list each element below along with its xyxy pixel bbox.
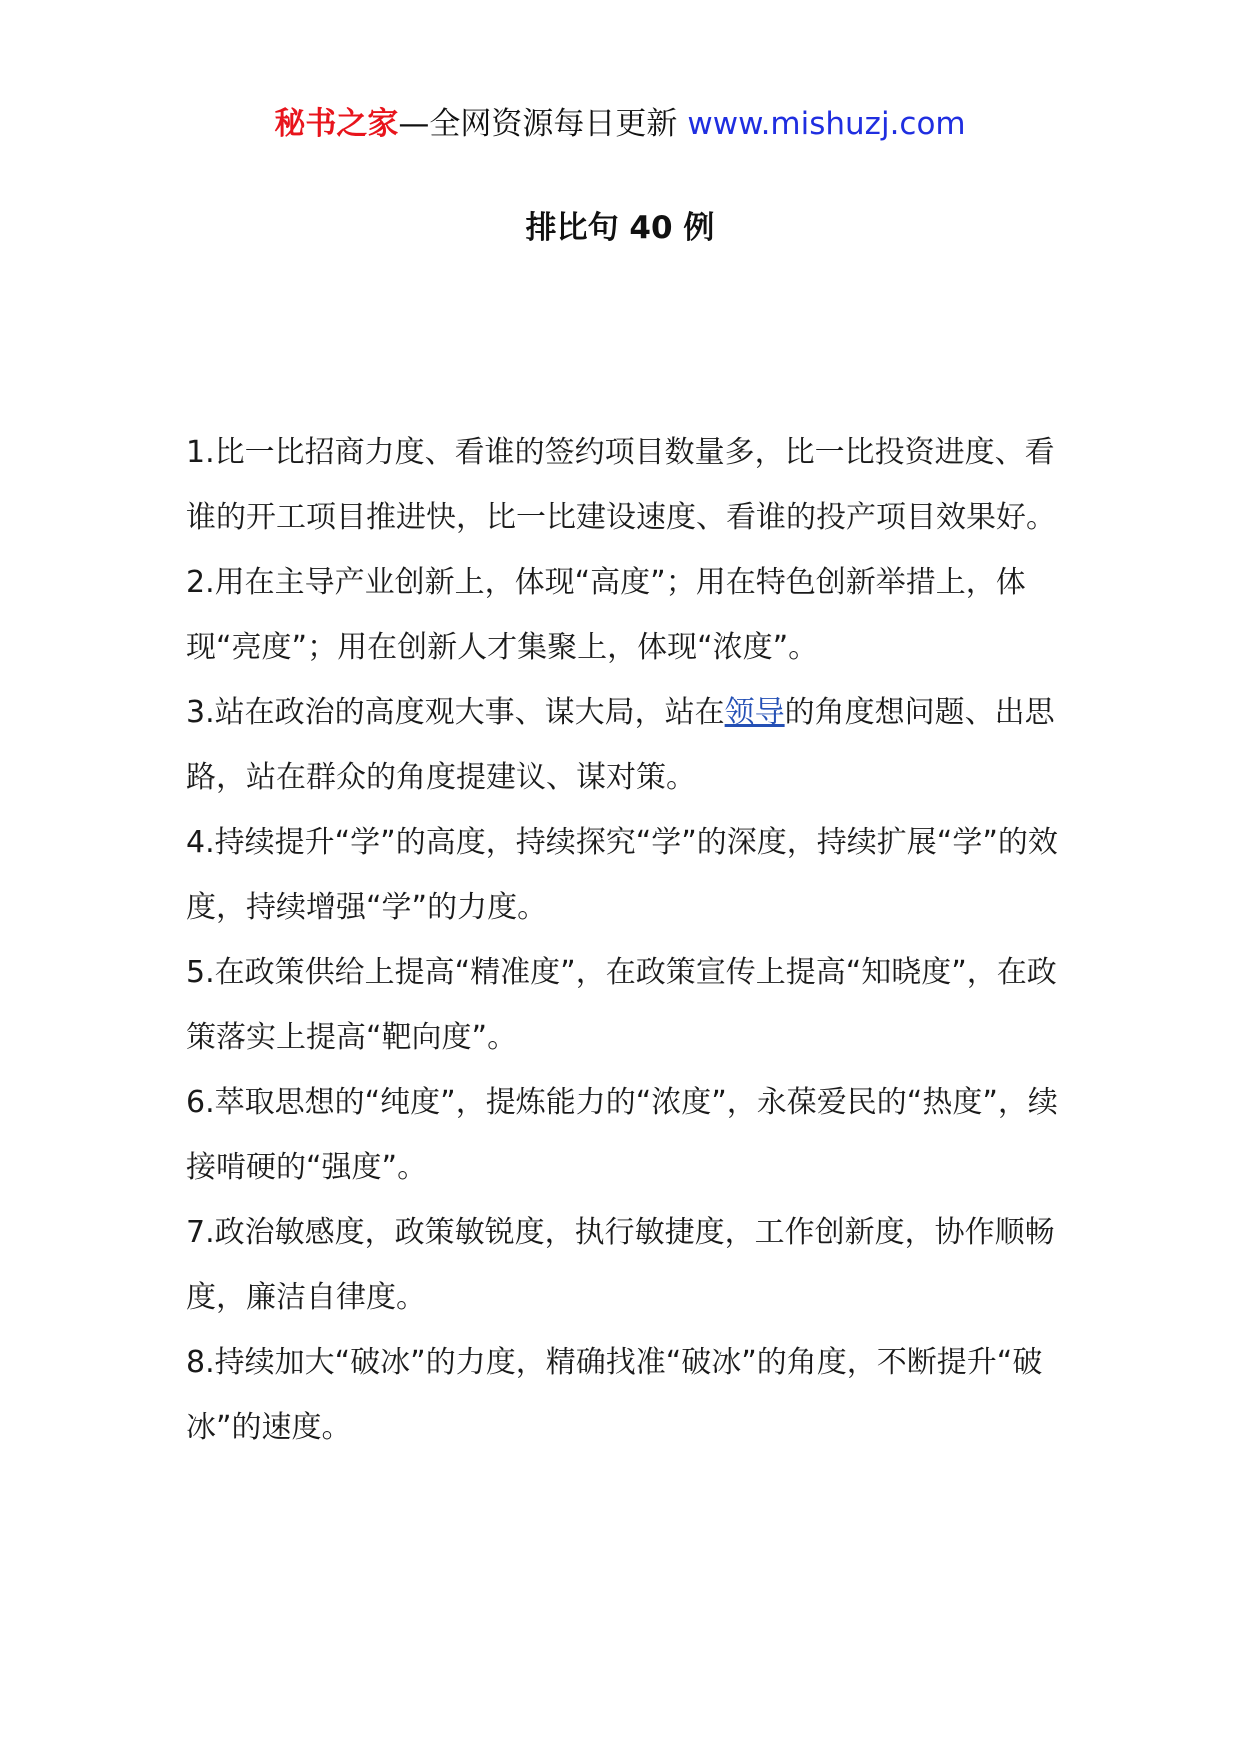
paragraph-8: 8.持续加大“破冰”的力度，精确找准“破冰”的角度，不断提升“破冰”的速度。: [186, 1345, 1043, 1445]
paragraph-4: 4.持续提升“学”的高度，持续探究“学”的深度，持续扩展“学”的效度，持续增强“学”的力度。: [186, 825, 1058, 925]
document-body: [186, 420, 1062, 1460]
paragraph-5: 5.在政策供给上提高“精准度”，在政策宣传上提高“知晓度”，在政策落实上提高“靶向度”。: [186, 955, 1057, 1055]
paragraph-1: 1.比一比招商力度、看谁的签约项目数量多，比一比投资进度、看谁的开工项目推进快，比一比建设速度、看谁的投产项目效果好。: [186, 435, 1056, 535]
leader-link[interactable]: 领导: [724, 695, 785, 730]
document-title: 排比句 40 例: [525, 210, 715, 246]
paragraph-7: 7.政治敏感度，政策敏锐度，执行敏捷度，工作创新度，协作顺畅度，廉洁自律度。: [186, 1215, 1055, 1315]
paragraph-3-before: 3.站在政治的高度观大事、谋大局，站在: [186, 695, 725, 730]
site-brand: 秘书之家: [274, 106, 399, 142]
paragraph-2: 2.用在主导产业创新上，体现“高度”；用在特色创新举措上，体现“亮度”；用在创新人才集聚上，体现“浓度”。: [186, 565, 1026, 665]
site-tagline: —全网资源每日更新: [398, 106, 678, 142]
paragraph-6: 6.萃取思想的“纯度”，提炼能力的“浓度”，永葆爱民的“热度”，续接啃硬的“强度”。: [186, 1085, 1058, 1185]
site-url-link[interactable]: www.mishuzj.com: [687, 106, 966, 142]
paragraph-3-after: 的角度想问题、出思路，站在群众的角度提建议、谋对策。: [186, 695, 1055, 795]
site-header: [0, 100, 1240, 148]
paragraph-3: [186, 680, 1062, 810]
